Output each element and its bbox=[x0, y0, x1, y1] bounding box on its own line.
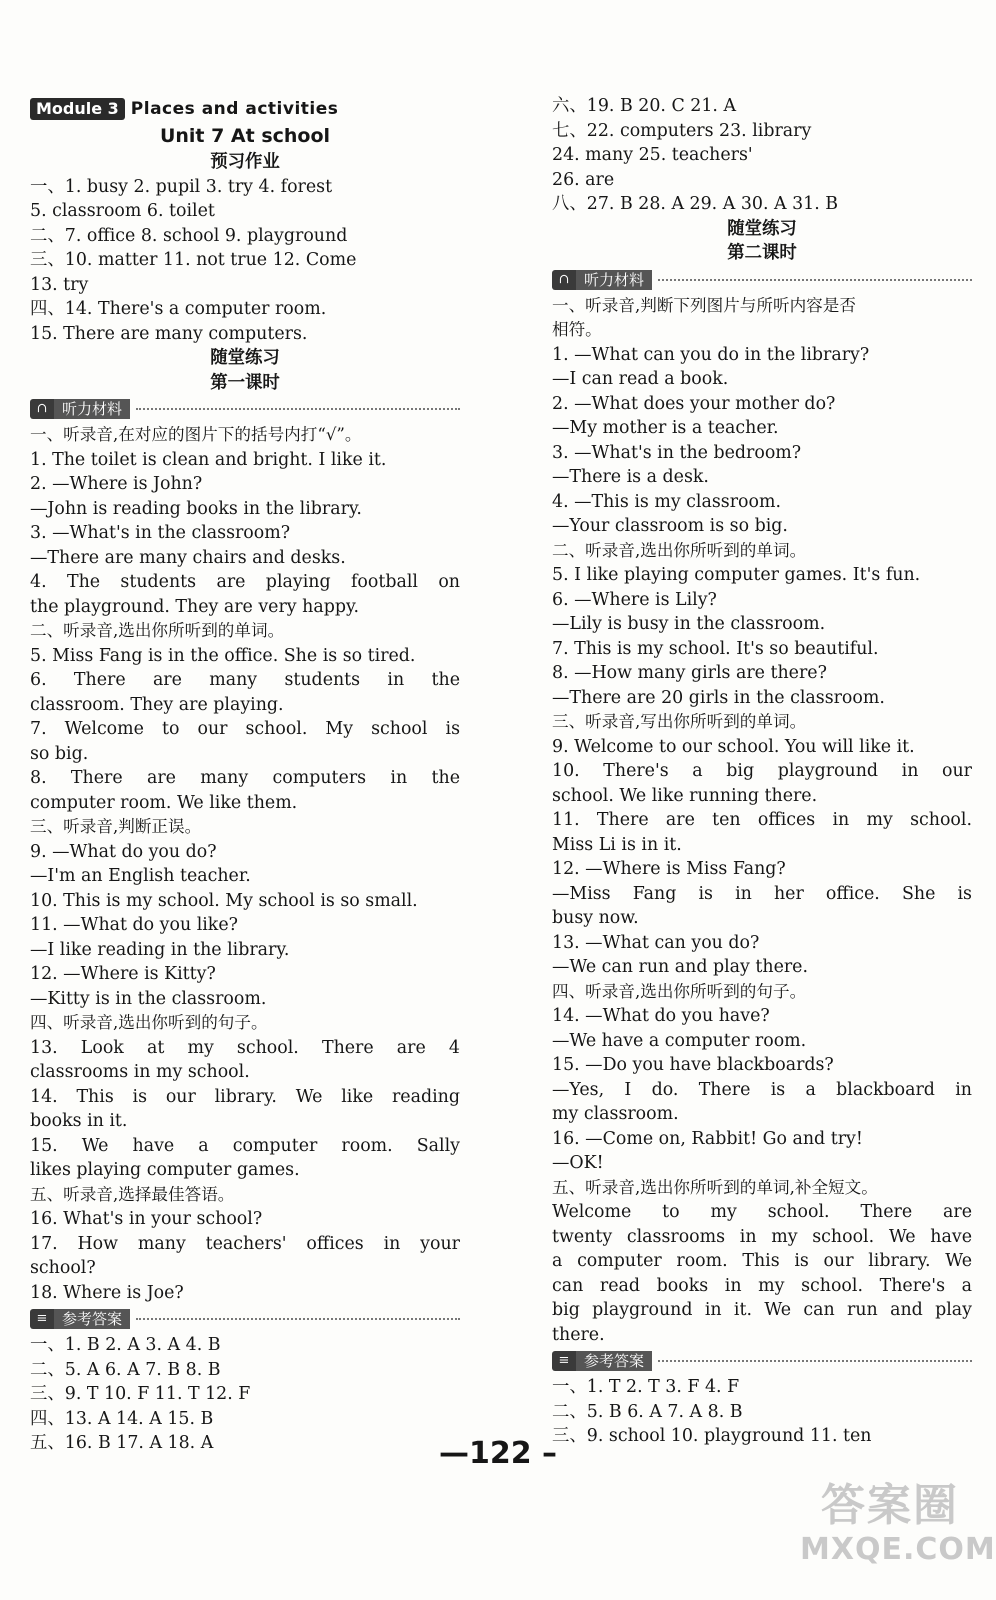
text-line: —Kitty is in the classroom. bbox=[30, 988, 267, 1009]
page-number: —122 – bbox=[438, 1436, 558, 1471]
section-header-listening bbox=[552, 267, 972, 293]
module-title: Places and activities bbox=[130, 99, 339, 119]
text-line: Miss Li is in it. bbox=[552, 834, 682, 855]
section-label: 参考答案 bbox=[576, 1351, 652, 1371]
watermark bbox=[800, 1480, 996, 1568]
text-line: 三、10. matter 11. not true 12. Come bbox=[30, 250, 357, 270]
module-badge: Module 3 bbox=[30, 98, 125, 120]
text-line: 八、27. B 28. A 29. A 30. A 31. B bbox=[552, 194, 839, 214]
section-header-answers bbox=[30, 1306, 460, 1332]
text-line: 1. —What can you do in the library? bbox=[552, 344, 870, 365]
text-line: 六、19. B 20. C 21. A bbox=[552, 96, 737, 116]
text-line: 15. There are many computers. bbox=[30, 323, 308, 344]
text-line: school. We like running there. bbox=[552, 785, 818, 806]
text-line: 四、听录音,选出你听到的句子。 bbox=[30, 1013, 268, 1032]
dotted-rule bbox=[658, 279, 972, 281]
text-line: 2. —What does your mother do? bbox=[552, 393, 836, 414]
text-line: —There are many chairs and desks. bbox=[30, 547, 346, 568]
text-line: 14. —What do you have? bbox=[552, 1006, 770, 1026]
text-line: computer room. We like them. bbox=[30, 792, 298, 813]
text-line: 7. Welcome to our school. My school is bbox=[30, 719, 460, 739]
text-line: 1. The toilet is clean and bright. I like it. bbox=[30, 449, 387, 470]
text-line: 一、1. busy 2. pupil 3. try 4. forest bbox=[30, 176, 333, 197]
text-line: 13. Look at my school. There are 4 bbox=[30, 1037, 460, 1058]
text-line: 3. —What's in the bedroom? bbox=[552, 442, 802, 463]
text-line: big playground in it. We can run and play bbox=[552, 1300, 972, 1320]
dotted-rule bbox=[136, 408, 460, 410]
text-line: 五、听录音,选择最佳答语。 bbox=[30, 1184, 235, 1204]
text-line: —We have a computer room. bbox=[552, 1030, 807, 1051]
text-line: 3. —What's in the classroom? bbox=[30, 523, 291, 543]
text-line: —I can read a book. bbox=[552, 369, 729, 389]
text-line: 七、22. computers 23. library bbox=[552, 120, 812, 141]
watermark-url: MXQE.COM bbox=[800, 1532, 996, 1567]
text-line: 一、1. B 2. A 3. A 4. B bbox=[30, 1335, 221, 1355]
text-line: —I like reading in the library. bbox=[30, 939, 290, 960]
section-label: 参考答案 bbox=[54, 1309, 130, 1329]
text-line: Welcome to my school. There are bbox=[552, 1202, 972, 1222]
module-header bbox=[30, 96, 460, 122]
text-line: 4. The students are playing football on bbox=[30, 572, 460, 592]
text-line: 5. Miss Fang is in the office. She is so tired. bbox=[30, 645, 416, 666]
text-line: 12. —Where is Miss Fang? bbox=[552, 859, 786, 879]
text-line: a computer room. This is our library. We bbox=[552, 1251, 972, 1271]
answer-list-icon: ≡ bbox=[30, 1309, 54, 1329]
text-line: 四、13. A 14. A 15. B bbox=[30, 1408, 214, 1429]
text-line: 8. There are many computers in the bbox=[30, 768, 460, 788]
text-line: 24. many 25. teachers' bbox=[552, 145, 753, 165]
text-line: busy now. bbox=[552, 908, 639, 928]
text-line: so big. bbox=[30, 743, 89, 764]
text-line: 14. This is our library. We like reading bbox=[30, 1086, 460, 1107]
text-line: 17. How many teachers' offices in your bbox=[30, 1233, 460, 1254]
text-line: 6. —Where is Lily? bbox=[552, 589, 717, 610]
text-line: can read books in my school. There's a bbox=[552, 1275, 972, 1296]
text-line: classroom. They are playing. bbox=[30, 694, 284, 715]
text-line: my classroom. bbox=[552, 1104, 679, 1124]
text-line: 15. We have a computer room. Sally bbox=[30, 1135, 460, 1156]
text-line: 5. I like playing computer games. It's fun. bbox=[552, 565, 921, 585]
text-line: 四、14. There's a computer room. bbox=[30, 299, 327, 319]
text-line: 12. —Where is Kitty? bbox=[30, 964, 216, 984]
text-line: 五、听录音,选出你所听到的单词,补全短文。 bbox=[552, 1177, 878, 1197]
text-line: 一、听录音,判断下列图片与所听内容是否 bbox=[552, 295, 856, 315]
left-column bbox=[30, 96, 460, 1456]
text-line: 三、听录音,写出你所听到的单词。 bbox=[552, 712, 807, 731]
section-title: 随堂练习 bbox=[210, 348, 280, 368]
text-line: 二、7. office 8. school 9. playground bbox=[30, 225, 348, 246]
text-line: 四、听录音,选出你所听到的句子。 bbox=[552, 981, 807, 1001]
text-line: —John is reading books in the library. bbox=[30, 498, 362, 519]
text-line: —Miss Fang is in her office. She is bbox=[552, 883, 972, 904]
headphones-icon: ∩ bbox=[552, 270, 576, 290]
text-line: 2. —Where is John? bbox=[30, 474, 203, 494]
text-line: 8. —How many girls are there? bbox=[552, 663, 827, 683]
text-line: 5. classroom 6. toilet bbox=[30, 201, 215, 221]
text-line: 9. Welcome to our school. You will like it. bbox=[552, 736, 915, 757]
text-line: likes playing computer games. bbox=[30, 1160, 300, 1180]
text-line: 二、5. A 6. A 7. B 8. B bbox=[30, 1359, 221, 1380]
section-label: 听力材料 bbox=[54, 399, 130, 419]
text-line: 一、听录音,在对应的图片下的括号内打“√”。 bbox=[30, 425, 362, 444]
section-header-listening bbox=[30, 396, 460, 422]
text-line: 三、听录音,判断正误。 bbox=[30, 817, 202, 836]
dotted-rule bbox=[136, 1318, 460, 1320]
text-line: —There is a desk. bbox=[552, 467, 709, 487]
text-line: there. bbox=[552, 1324, 605, 1345]
text-line: 26. are bbox=[552, 169, 615, 190]
section-header-answers bbox=[552, 1348, 972, 1374]
answer-list-icon: ≡ bbox=[552, 1351, 576, 1371]
text-line: 11. There are ten offices in my school. bbox=[552, 810, 972, 830]
text-line: 15. —Do you have blackboards? bbox=[552, 1055, 834, 1075]
section-label: 听力材料 bbox=[576, 270, 652, 290]
section-title: 第一课时 bbox=[210, 372, 280, 393]
text-line: 11. —What do you like? bbox=[30, 915, 238, 935]
text-line: 一、1. T 2. T 3. F 4. F bbox=[552, 1377, 740, 1397]
right-column bbox=[552, 94, 972, 1449]
text-line: the playground. They are very happy. bbox=[30, 596, 360, 617]
text-line: 三、9. school 10. playground 11. ten bbox=[552, 1426, 872, 1446]
text-line: twenty classrooms in my school. We have bbox=[552, 1226, 972, 1247]
text-line: —There are 20 girls in the classroom. bbox=[552, 687, 885, 708]
text-line: 三、9. T 10. F 11. T 12. F bbox=[30, 1384, 251, 1404]
left-lines bbox=[30, 150, 460, 1456]
text-line: 五、16. B 17. A 18. A bbox=[30, 1433, 214, 1453]
text-line: 16. What's in your school? bbox=[30, 1209, 263, 1229]
text-line: 相符。 bbox=[552, 320, 602, 339]
text-line: 6. There are many students in the bbox=[30, 670, 460, 690]
headphones-icon: ∩ bbox=[30, 399, 54, 419]
text-line: 7. This is my school. It's so beautiful. bbox=[552, 638, 879, 659]
text-line: 16. —Come on, Rabbit! Go and try! bbox=[552, 1128, 863, 1149]
section-title: 随堂练习 bbox=[727, 218, 797, 239]
text-line: —Lily is busy in the classroom. bbox=[552, 614, 826, 634]
section-title: 第二课时 bbox=[727, 243, 797, 263]
text-line: 二、听录音,选出你所听到的单词。 bbox=[552, 540, 807, 560]
text-line: 二、听录音,选出你所听到的单词。 bbox=[30, 621, 285, 640]
text-line: 18. Where is Joe? bbox=[30, 1282, 184, 1303]
section-title: 预习作业 bbox=[210, 152, 280, 172]
text-line: —My mother is a teacher. bbox=[552, 418, 779, 438]
text-line: classrooms in my school. bbox=[30, 1062, 250, 1082]
text-line: 二、5. B 6. A 7. A 8. B bbox=[552, 1401, 743, 1422]
watermark-logo-text: 答案圈 bbox=[821, 1480, 959, 1531]
unit-title: Unit 7 At school bbox=[159, 125, 331, 147]
text-line: —Your classroom is so big. bbox=[552, 516, 788, 536]
text-line: 10. This is my school. My school is so small. bbox=[30, 890, 418, 911]
text-line: 4. —This is my classroom. bbox=[552, 491, 781, 512]
text-line: 13. —What can you do? bbox=[552, 932, 760, 953]
text-line: 9. —What do you do? bbox=[30, 841, 217, 862]
text-line: —I'm an English teacher. bbox=[30, 866, 251, 886]
text-line: —Yes, I do. There is a blackboard in bbox=[552, 1079, 972, 1100]
text-line: 13. try bbox=[30, 274, 89, 295]
text-line: —OK! bbox=[552, 1153, 604, 1173]
text-line: —We can run and play there. bbox=[552, 957, 809, 977]
dotted-rule bbox=[658, 1360, 972, 1362]
right-lines bbox=[552, 94, 972, 1449]
text-line: books in it. bbox=[30, 1111, 128, 1131]
text-line: school? bbox=[30, 1258, 96, 1278]
text-line: 10. There's a big playground in our bbox=[552, 761, 972, 781]
